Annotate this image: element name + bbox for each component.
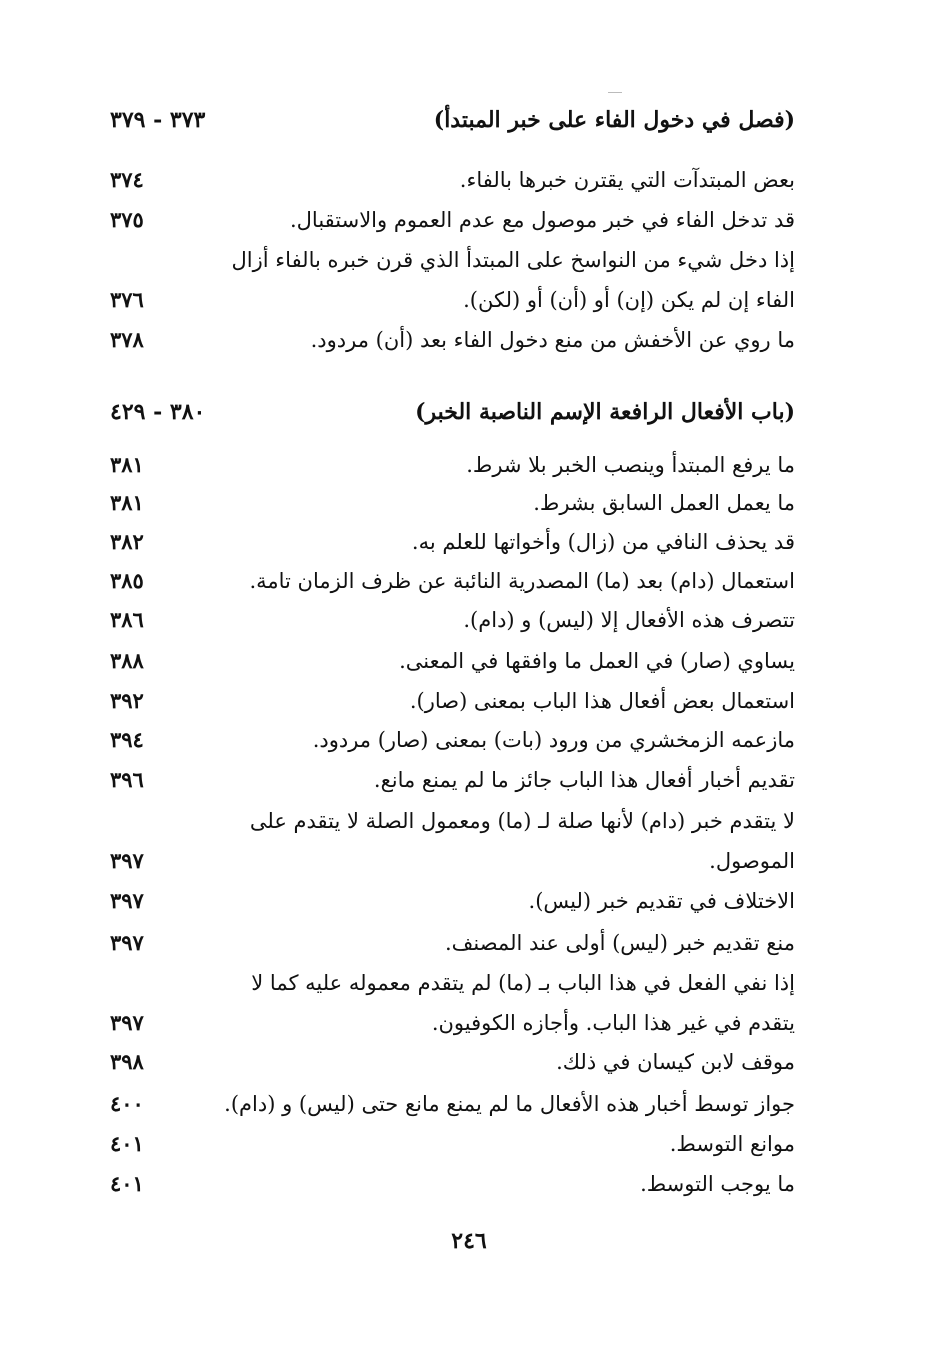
entry-page: ٣٨١ [110,452,144,477]
list-item [110,760,795,800]
entry-page: ٣٧٥ [110,207,144,232]
list-item [110,600,795,640]
entry-page: ٣٩٦ [110,767,144,792]
entry-text: استعمال (دام) بعد (ما) المصدرية النائبة عن ظرف الزمان تامة. [249,569,795,593]
list-item [110,1084,795,1124]
entry-text: ما يرفع المبتدأ وينصب الخبر بلا شرط. [466,453,795,477]
list-item [110,483,795,523]
entry-text: جواز توسط أخبار هذه الأفعال ما لم يمنع مانع حتى (ليس) و (دام). [224,1092,795,1116]
entry-page: ٣٨٥ [110,568,144,593]
list-item [110,1164,795,1204]
list-item [110,445,795,485]
list-item [110,320,795,360]
list-item [110,923,795,963]
entry-page: ٣٨٢ [110,529,144,554]
list-item [110,841,795,881]
list-item [110,963,795,1003]
entry-text: مازعمه الزمخشري من ورود (بات) بمعنى (صار) مردود. [312,728,795,752]
list-item [110,522,795,562]
entry-text-line2: الموصول. [709,849,795,873]
entry-text: ما يوجب التوسط. [640,1172,795,1196]
page-number: ٢٤٦ [451,1228,487,1254]
entry-text: بعض المبتدآت التي يقترن خبرها بالفاء. [459,168,795,192]
entry-page: ٣٩٧ [110,930,144,955]
entry-text-line2: الفاء إن لم يكن (إن) أو (أن) أو (لكن). [463,288,795,312]
section2-title: (باب الأفعال الرافعة الإسم الناصبة الخبر) [415,399,795,425]
list-item [110,801,795,841]
section2-heading [110,392,795,432]
list-item [110,280,795,320]
entry-page: ٣٨٦ [110,607,144,632]
section2-range: ٣٨٠ - ٤٢٩ [110,399,206,425]
entry-text: قد يحذف النافي من (زال) وأخواتها للعلم به. [411,530,795,554]
entry-text-line2: يتقدم في غير هذا الباب. وأجازه الكوفيون. [431,1011,795,1035]
entry-page: ٣٩٤ [110,727,144,752]
entry-page: ٣٩٨ [110,1049,144,1074]
entry-text: ما روي عن الأخفش من منع دخول الفاء بعد (أن) مردود. [310,328,795,352]
entry-text: قد تدخل الفاء في خبر موصول مع عدم العموم والاستقبال. [289,208,795,232]
list-item [110,160,795,200]
entry-page: ٤٠٠ [110,1091,144,1116]
entry-page: ٣٧٨ [110,327,144,352]
list-item [110,1124,795,1164]
section1-title: (فصل في دخول الفاء على خبر المبتدأ) [433,107,795,133]
entry-page: ٣٧٦ [110,287,144,312]
section1-heading [110,100,795,140]
section1-range: ٣٧٣ - ٣٧٩ [110,107,206,133]
entry-page: ٣٩٧ [110,888,144,913]
entry-text-line1: إذا دخل شيء من النواسخ على المبتدأ الذي قرن خبره بالفاء أزال [231,248,795,272]
list-item [110,681,795,721]
entry-page: ٣٨١ [110,490,144,515]
entry-text: موانع التوسط. [669,1132,795,1156]
list-item [110,881,795,921]
entry-text: منع تقديم خبر (ليس) أولى عند المصنف. [444,931,795,955]
list-item [110,561,795,601]
list-item [110,720,795,760]
entry-page: ٤٠١ [110,1171,144,1196]
entry-text: استعمال بعض أفعال هذا الباب بمعنى (صار). [409,689,795,713]
entry-page: ٣٧٤ [110,167,144,192]
entry-text-line1: إذا نفي الفعل في هذا الباب بـ (ما) لم يتقدم معموله عليه كما لا [251,971,795,995]
entry-text: يساوي (صار) في العمل ما وافقها في المعنى. [399,649,795,673]
entry-text: تقديم أخبار أفعال هذا الباب جائز ما لم يمنع مانع. [373,768,795,792]
entry-page: ٤٠١ [110,1131,144,1156]
entry-page: ٣٩٢ [110,688,144,713]
list-item [110,240,795,280]
entry-text: تتصرف هذه الأفعال إلا (ليس) و (دام). [463,608,795,632]
entry-text: موقف لابن كيسان في ذلك. [556,1050,795,1074]
entry-page: ٣٨٨ [110,648,144,673]
entry-page: ٣٩٧ [110,1010,144,1035]
scan-mark [608,92,622,93]
entry-text: الاختلاف في تقديم خبر (ليس). [528,889,795,913]
list-item [110,200,795,240]
entry-text-line1: لا يتقدم خبر (دام) لأنها صلة لـ (ما) ومعمول الصلة لا يتقدم على [249,809,795,833]
entry-page: ٣٩٧ [110,848,144,873]
list-item [110,1003,795,1043]
list-item [110,641,795,681]
list-item [110,1042,795,1082]
entry-text: ما يعمل العمل السابق بشرط. [533,491,795,515]
